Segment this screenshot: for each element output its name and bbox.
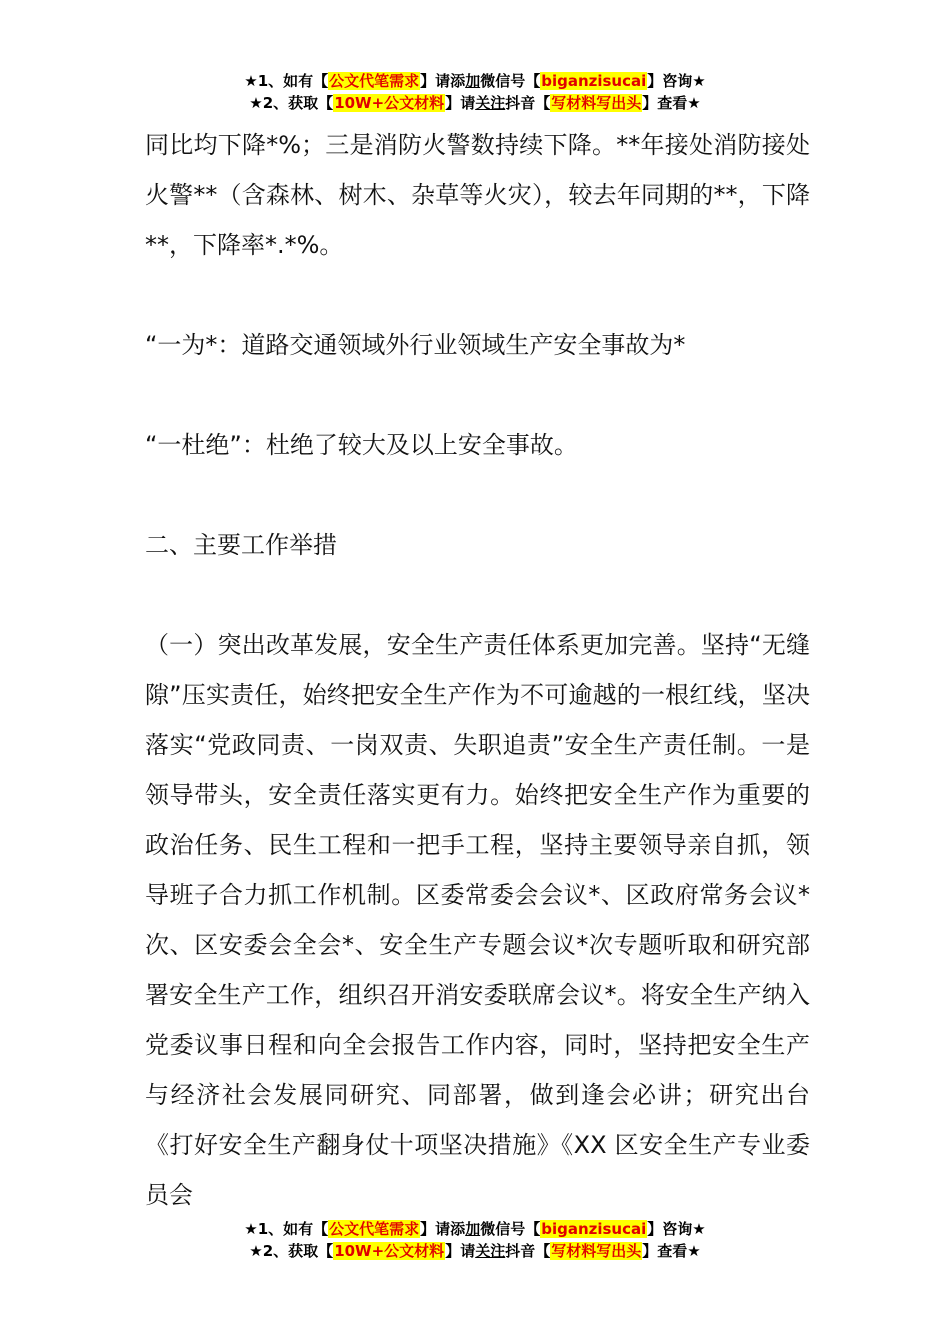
footer-banner [0, 1218, 950, 1262]
paragraph-fire-stats: 同比均下降*%；三是消防火警数持续下降。**年接处消防接处火警**（含森林、树木、杂草等火灾），较去年同期的**，下降**，下降率*.*%。 [145, 131, 810, 259]
highlight-materials: 10W+公文材料 [334, 1242, 445, 1260]
highlight-douyin-account: 写材料写出头 [551, 94, 642, 112]
header-banner-line-1: ★1、如有【公文代笔需求】请添加微信号【biganzisucai】咨询★ [244, 72, 706, 90]
paragraph-measures-1: （一）突出改革发展，安全生产责任体系更加完善。坚持“无缝隙”压实责任，始终把安全生产作为不可逾越的一根红线，坚决落实“党政同责、一岗双责、失职追责”安全生产责任制。一是领导带头，安全责任落实更有力。始终把安全生产作为重要的政治任务、民生工程和一把手工程，坚持主要领导亲自抓，领导班子合力抓工作机制。区委常委会会议*、区政府常务会议*次、区安委会全会*、安全生产专题会议*次专题听取和研究部署安全生产工作，组织召开消安委联席会议*。将安全生产纳入党委议事日程和向全会报告工作内容，同时，坚持把安全生产与经济社会发展同研究、同部署，做到逢会必讲；研究出台《打好安全生产翻身仗十项坚决措施》《XX 区安全生产专业委员会 [145, 631, 810, 1209]
highlight-service: 公文代笔需求 [329, 72, 420, 90]
paragraph-yi-wei: “一为*：道路交通领域外行业领域生产安全事故为* [145, 331, 686, 359]
paragraph-yi-dujue: “一杜绝”：杜绝了较大及以上安全事故。 [145, 431, 578, 459]
highlight-wechat-id: biganzisucai [541, 1220, 647, 1238]
header-banner-line-2: ★2、获取【10W+公文材料】请关注抖音【写材料写出头】查看★ [249, 94, 701, 112]
section-heading-2: 二、主要工作举措 [145, 531, 337, 559]
highlight-wechat-id: biganzisucai [541, 72, 647, 90]
header-banner [0, 70, 950, 114]
footer-banner-line-2: ★2、获取【10W+公文材料】请关注抖音【写材料写出头】查看★ [249, 1242, 701, 1260]
highlight-materials: 10W+公文材料 [334, 94, 445, 112]
highlight-douyin-account: 写材料写出头 [551, 1242, 642, 1260]
footer-banner-line-1: ★1、如有【公文代笔需求】请添加微信号【biganzisucai】咨询★ [244, 1220, 706, 1238]
document-body [145, 120, 810, 1220]
highlight-service: 公文代笔需求 [329, 1220, 420, 1238]
